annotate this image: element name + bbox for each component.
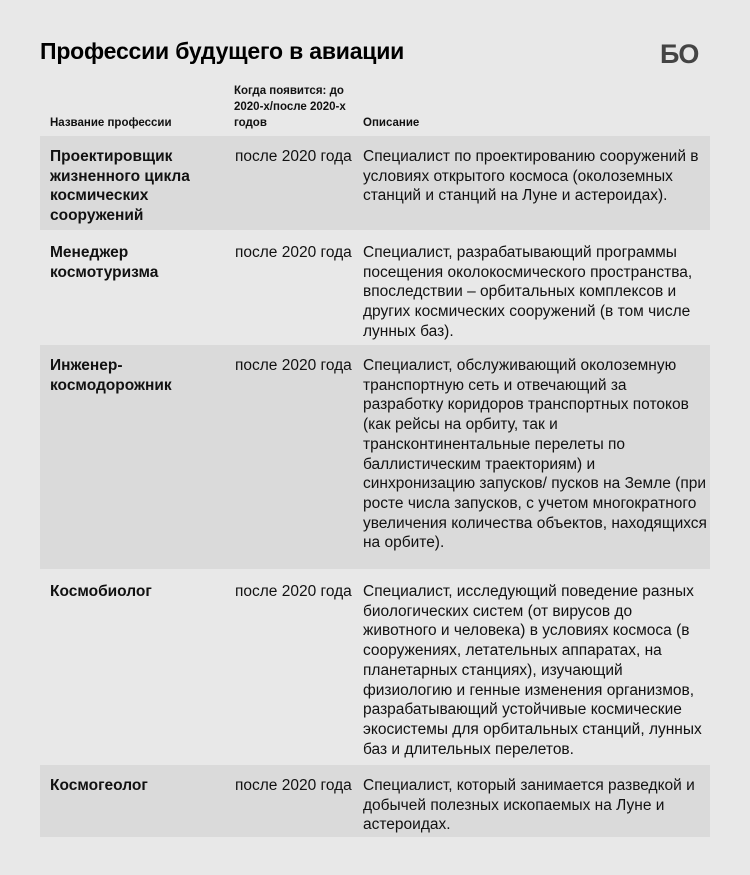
profession-when: после 2020 года bbox=[235, 777, 352, 794]
header-when: Когда появится: до 2020-х/после 2020-х годов bbox=[234, 85, 346, 129]
header-description: Описание bbox=[363, 117, 420, 129]
profession-name: Менеджер космотуризма bbox=[50, 244, 159, 281]
table-row bbox=[40, 571, 710, 765]
profession-when: после 2020 года bbox=[235, 583, 352, 600]
table-row bbox=[40, 345, 710, 571]
profession-description: Специалист по проектированию сооружений в условиях открытого космоса (околоземных станций и станций на Луне и астероидах). bbox=[363, 148, 699, 205]
logo-text: БО bbox=[660, 39, 699, 68]
profession-name: Космобиолог bbox=[50, 583, 152, 600]
page-title: Профессии будущего в авиации bbox=[40, 38, 405, 64]
profession-description: Специалист, обслуживающий околоземную транспортную сеть и отвечающий за разработку коридоров транспортных потоков (как рейсы на орбиту, так и трансконтинентальные перелеты по баллистическим траекториям) и синхронизацию запусков/ пусков на Земле (при росте числа запусков, с учетом многократного увеличения количества объектов, находящихся на орбите). bbox=[363, 357, 707, 552]
profession-when: после 2020 года bbox=[235, 244, 352, 261]
profession-description: Специалист, исследующий поведение разных биологических систем (от вирусов до животного и человека) в условиях космоса (в сооружениях, летательных аппаратах, на планетарных станциях), изучающий физиологию и генные изменения организмов, разрабатывающий устойчивые космические экосистемы для орбитальных станций, лунных баз и длительных перелетов. bbox=[363, 583, 702, 758]
profession-when: после 2020 года bbox=[235, 357, 352, 374]
profession-name: Проектировщик жизненного цикла космических сооружений bbox=[50, 148, 190, 225]
profession-name: Космогеолог bbox=[50, 777, 148, 794]
profession-name: Инженер-космодорожник bbox=[50, 357, 172, 394]
header-name: Название профессии bbox=[50, 117, 172, 129]
table-row bbox=[40, 765, 710, 839]
profession-description: Специалист, разрабатывающий программы посещения околокосмического пространства, впоследствии – орбитальных комплексов и других космических сооружений (в том числе лунных баз). bbox=[363, 244, 693, 340]
bo-logo-icon bbox=[660, 38, 712, 68]
professions-table bbox=[40, 136, 710, 839]
profession-description: Специалист, который занимается разведкой и добычей полезных ископаемых на Луне и астероидах. bbox=[363, 777, 695, 834]
table-row bbox=[40, 136, 710, 232]
profession-when: после 2020 года bbox=[235, 148, 352, 165]
table-row bbox=[40, 232, 710, 345]
